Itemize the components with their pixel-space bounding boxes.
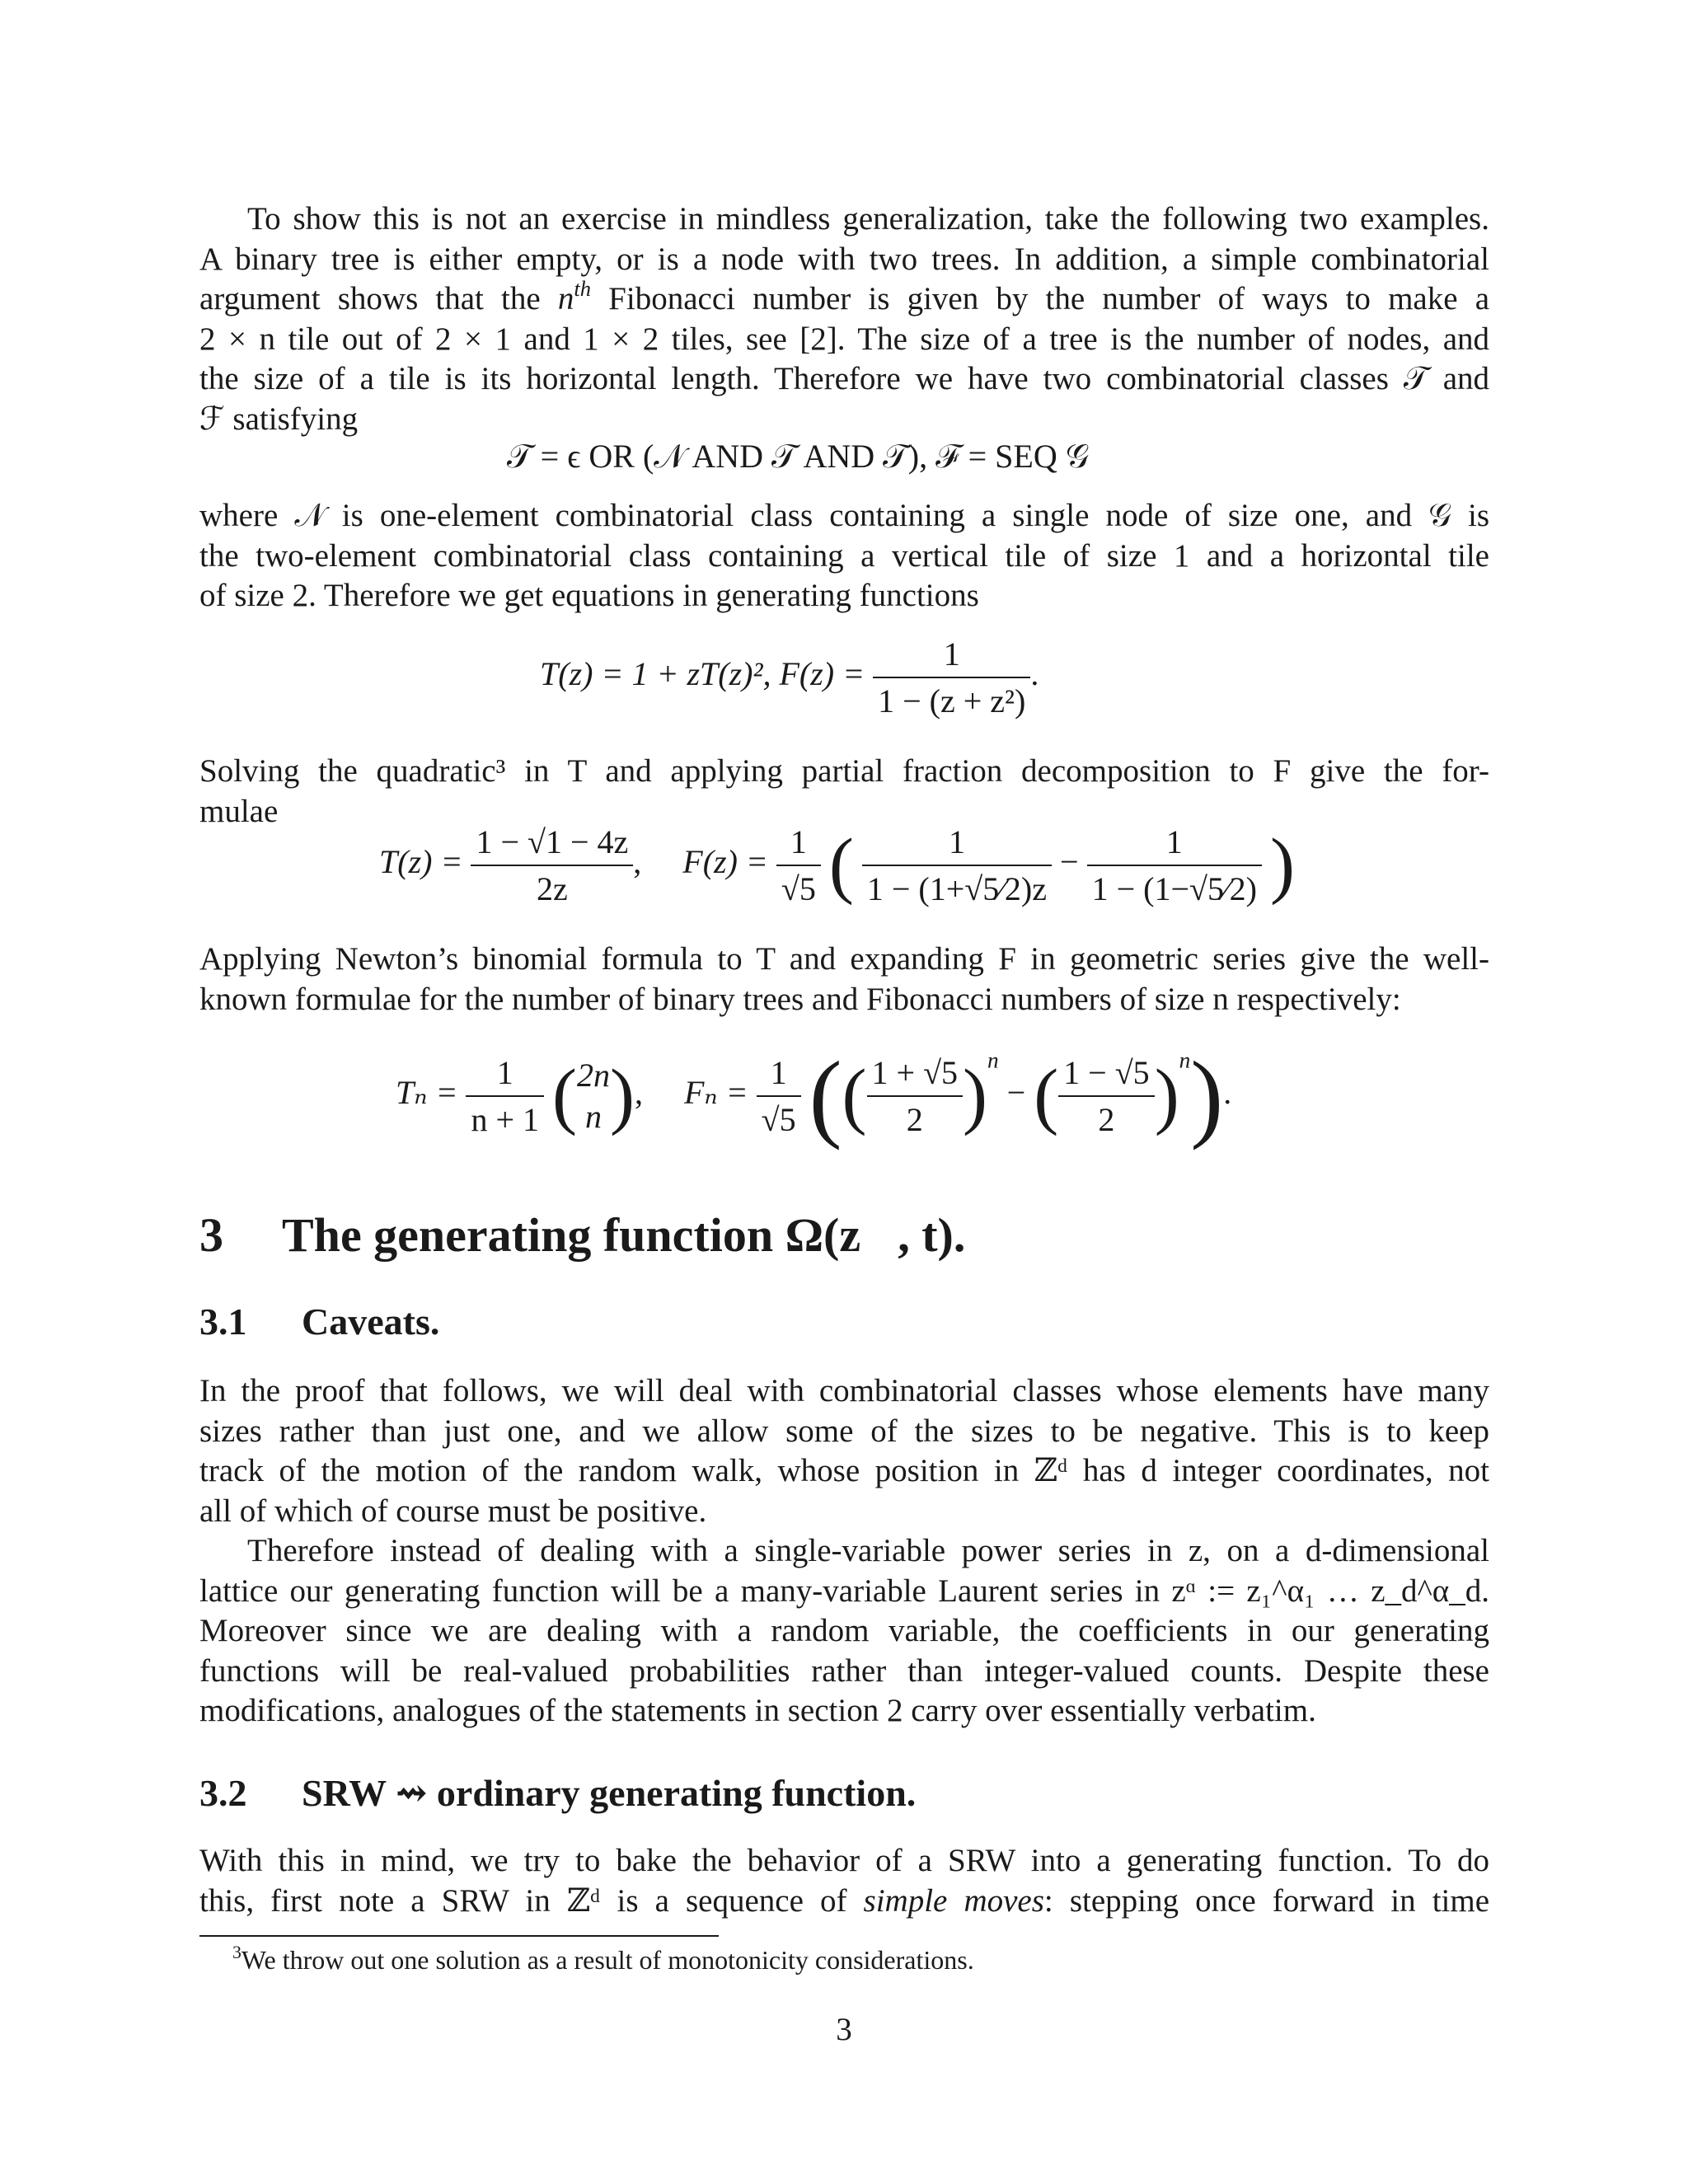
text-line: Applying Newton’s binomial formula to T and expanding F in geometric series give the well-: [199, 941, 1489, 977]
fraction-f: [776, 823, 821, 908]
text-line: Solving the quadratic³ in T and applying partial fraction decomposition to F give the for-: [199, 753, 1489, 789]
text-line: ℱ satisfying: [199, 401, 359, 437]
binom-bottom: n: [585, 1098, 602, 1135]
fraction-phi: [867, 1053, 964, 1139]
footnote: [199, 1942, 974, 1975]
fraction-t: [471, 823, 633, 908]
numerator: 1: [1165, 823, 1183, 860]
footnote-text: We throw out one solution as a result of monotonicity considerations.: [241, 1945, 974, 1975]
left-paren: (: [828, 824, 854, 906]
text-line: [199, 276, 1490, 320]
outer-left-paren: (: [809, 1041, 842, 1151]
denominator: 1 − (z + z²): [873, 677, 1030, 720]
binom-right-paren: ): [610, 1055, 635, 1137]
paragraph-laurent: [199, 1531, 1489, 1732]
text-fragment: Fibonacci number is given by the number of ways to make a: [608, 281, 1490, 316]
eq-tail: .: [1223, 1074, 1232, 1112]
text-line: track of the motion of the random walk, whose position in ℤᵈ has d integer coordinates, not: [199, 1453, 1489, 1488]
text-line: mulae: [199, 793, 279, 829]
outer-right-paren: ): [1190, 1041, 1224, 1151]
binom-left-paren: (: [552, 1055, 577, 1137]
subsection-title: SRW ⇝ ordinary generating function.: [302, 1772, 917, 1814]
eq-left: T(z) = 1 + zT(z)², F(z) =: [540, 655, 865, 693]
right-paren: ): [1154, 1055, 1179, 1137]
emphasis: simple moves: [863, 1882, 1044, 1919]
numerator: 1: [948, 823, 965, 860]
fraction: [873, 635, 1030, 720]
right-paren: ): [1269, 824, 1295, 906]
paragraph-examples: [199, 199, 1489, 439]
denominator: 2: [1058, 1095, 1155, 1139]
text-line: lattice our generating function will be a many-variable Laurent series in zᵅ := z₁^α₁ … z_d^α_d.: [199, 1572, 1489, 1609]
text-line: sizes rather than just one, and we allow some of the sizes to be negative. This is to keep: [199, 1413, 1489, 1449]
paragraph-newton: [199, 940, 1489, 1019]
numerator: 1: [790, 823, 807, 860]
footnote-mark: 3: [232, 1942, 241, 1962]
section-title: The generating function Ω(z⃗, t).: [282, 1208, 966, 1262]
text-fragment: this, first note a SRW in ℤᵈ is a sequence of: [199, 1882, 847, 1919]
equation-classes: 𝒯 = ϵ OR (𝒩 AND 𝒯 AND 𝒯), ℱ = SEQ 𝒢: [507, 438, 1090, 475]
subsection-number: 3.2: [199, 1772, 247, 1814]
exponent: n: [1179, 1047, 1191, 1073]
eq-f-left: F(z) =: [682, 843, 768, 881]
subsection-heading: [199, 1300, 439, 1343]
text-line: To show this is not an exercise in mindless generalization, take the following two examples.: [247, 201, 1489, 237]
text-line: the two-element combinatorial class containing a vertical tile of size 1 and a horizontal tile: [199, 537, 1489, 574]
denominator: 1 − (1+√5⁄2)z: [862, 865, 1052, 908]
eq-tail: .: [1030, 655, 1039, 693]
paragraph-caveats: [199, 1371, 1489, 1531]
text-line: all of which of course must be positive.: [199, 1493, 707, 1529]
eq-fn: Fₙ =: [683, 1074, 748, 1112]
right-paren: ): [963, 1055, 988, 1137]
minus-sign: −: [1060, 843, 1079, 881]
equation-counts: [396, 1041, 1232, 1151]
equation-closed-forms: [379, 823, 1295, 908]
text-line: modifications, analogues of the statements in section 2 carry over essentially verbatim.: [199, 1693, 1316, 1728]
minus-sign: −: [1006, 1074, 1026, 1112]
eq-t-left: T(z) =: [379, 843, 463, 881]
fraction-a: [862, 823, 1052, 908]
numerator: 1: [943, 635, 960, 673]
math-th: th: [574, 276, 591, 302]
text-line: [199, 1882, 1489, 1922]
footnote-rule: [199, 1935, 719, 1937]
fraction-psi: [1058, 1053, 1155, 1139]
eq-tn: Tₙ =: [396, 1074, 458, 1112]
text-line: A binary tree is either empty, or is a node with two trees. In addition, a simple combinatorial: [199, 241, 1489, 277]
subsection-heading: [199, 1770, 916, 1815]
text-line: Moreover since we are dealing with a random variable, the coefficients in our generating: [199, 1613, 1489, 1648]
fraction-catalan: [466, 1053, 544, 1139]
section-heading: [199, 1207, 965, 1263]
denominator: √5: [776, 865, 821, 908]
denominator: 2: [867, 1095, 964, 1139]
denominator: 2z: [471, 865, 633, 908]
denominator: 1 − (1−√5⁄2): [1087, 865, 1262, 908]
section-number: 3: [199, 1208, 223, 1262]
binom-top: 2n: [577, 1057, 610, 1094]
binomial: [577, 1055, 610, 1137]
numerator: 1 + √5: [871, 1054, 959, 1091]
denominator: n + 1: [466, 1095, 544, 1139]
paragraph-srw: [199, 1841, 1489, 1921]
text-line: Therefore instead of dealing with a single-variable power series in z, on a d-dimensional: [247, 1533, 1489, 1568]
text-line: functions will be real-valued probabilities rather than integer-valued counts. Despite these: [199, 1652, 1489, 1689]
text-line: In the proof that follows, we will deal with combinatorial classes whose elements have many: [199, 1373, 1489, 1408]
numerator: 1 − √1 − 4z: [476, 823, 629, 860]
text-fragment: : stepping once forward in time: [1043, 1882, 1490, 1919]
exponent: n: [987, 1047, 999, 1073]
text-line: of size 2. Therefore we get equations in generating functions: [199, 578, 979, 613]
numerator: 1 − √5: [1063, 1054, 1150, 1091]
text-line: With this in mind, we try to bake the behavior of a SRW into a generating function. To do: [199, 1843, 1489, 1878]
fraction-b: [1087, 823, 1262, 908]
text-line: where 𝒩 is one-element combinatorial class containing a single node of size one, and 𝒢 is: [199, 498, 1489, 533]
math-n: n: [557, 281, 574, 316]
separator: ,: [634, 1074, 643, 1112]
text-line: known formulae for the number of binary trees and Fibonacci numbers of size n respectively:: [199, 981, 1401, 1017]
separator: ,: [633, 843, 642, 881]
denominator: √5: [757, 1095, 801, 1139]
fraction-f: [757, 1053, 801, 1139]
numerator: 1: [496, 1054, 513, 1091]
equation-generating-functions: [540, 635, 1039, 720]
text-fragment: argument shows that the: [199, 281, 541, 316]
paragraph-classes: [199, 496, 1489, 616]
subsection-title: Caveats.: [302, 1301, 440, 1343]
text-line: 2 × n tile out of 2 × 1 and 1 × 2 tiles, see [2]. The size of a tree is the number of nodes, and: [199, 321, 1489, 357]
left-paren: (: [842, 1055, 867, 1137]
subsection-number: 3.1: [199, 1301, 247, 1343]
page-number: 3: [836, 2012, 852, 2047]
numerator: 1: [770, 1054, 787, 1091]
left-paren: (: [1034, 1055, 1059, 1137]
paragraph-solving: [199, 752, 1489, 832]
text-line: the size of a tile is its horizontal length. Therefore we have two combinatorial classes 𝒯 and: [199, 361, 1489, 396]
